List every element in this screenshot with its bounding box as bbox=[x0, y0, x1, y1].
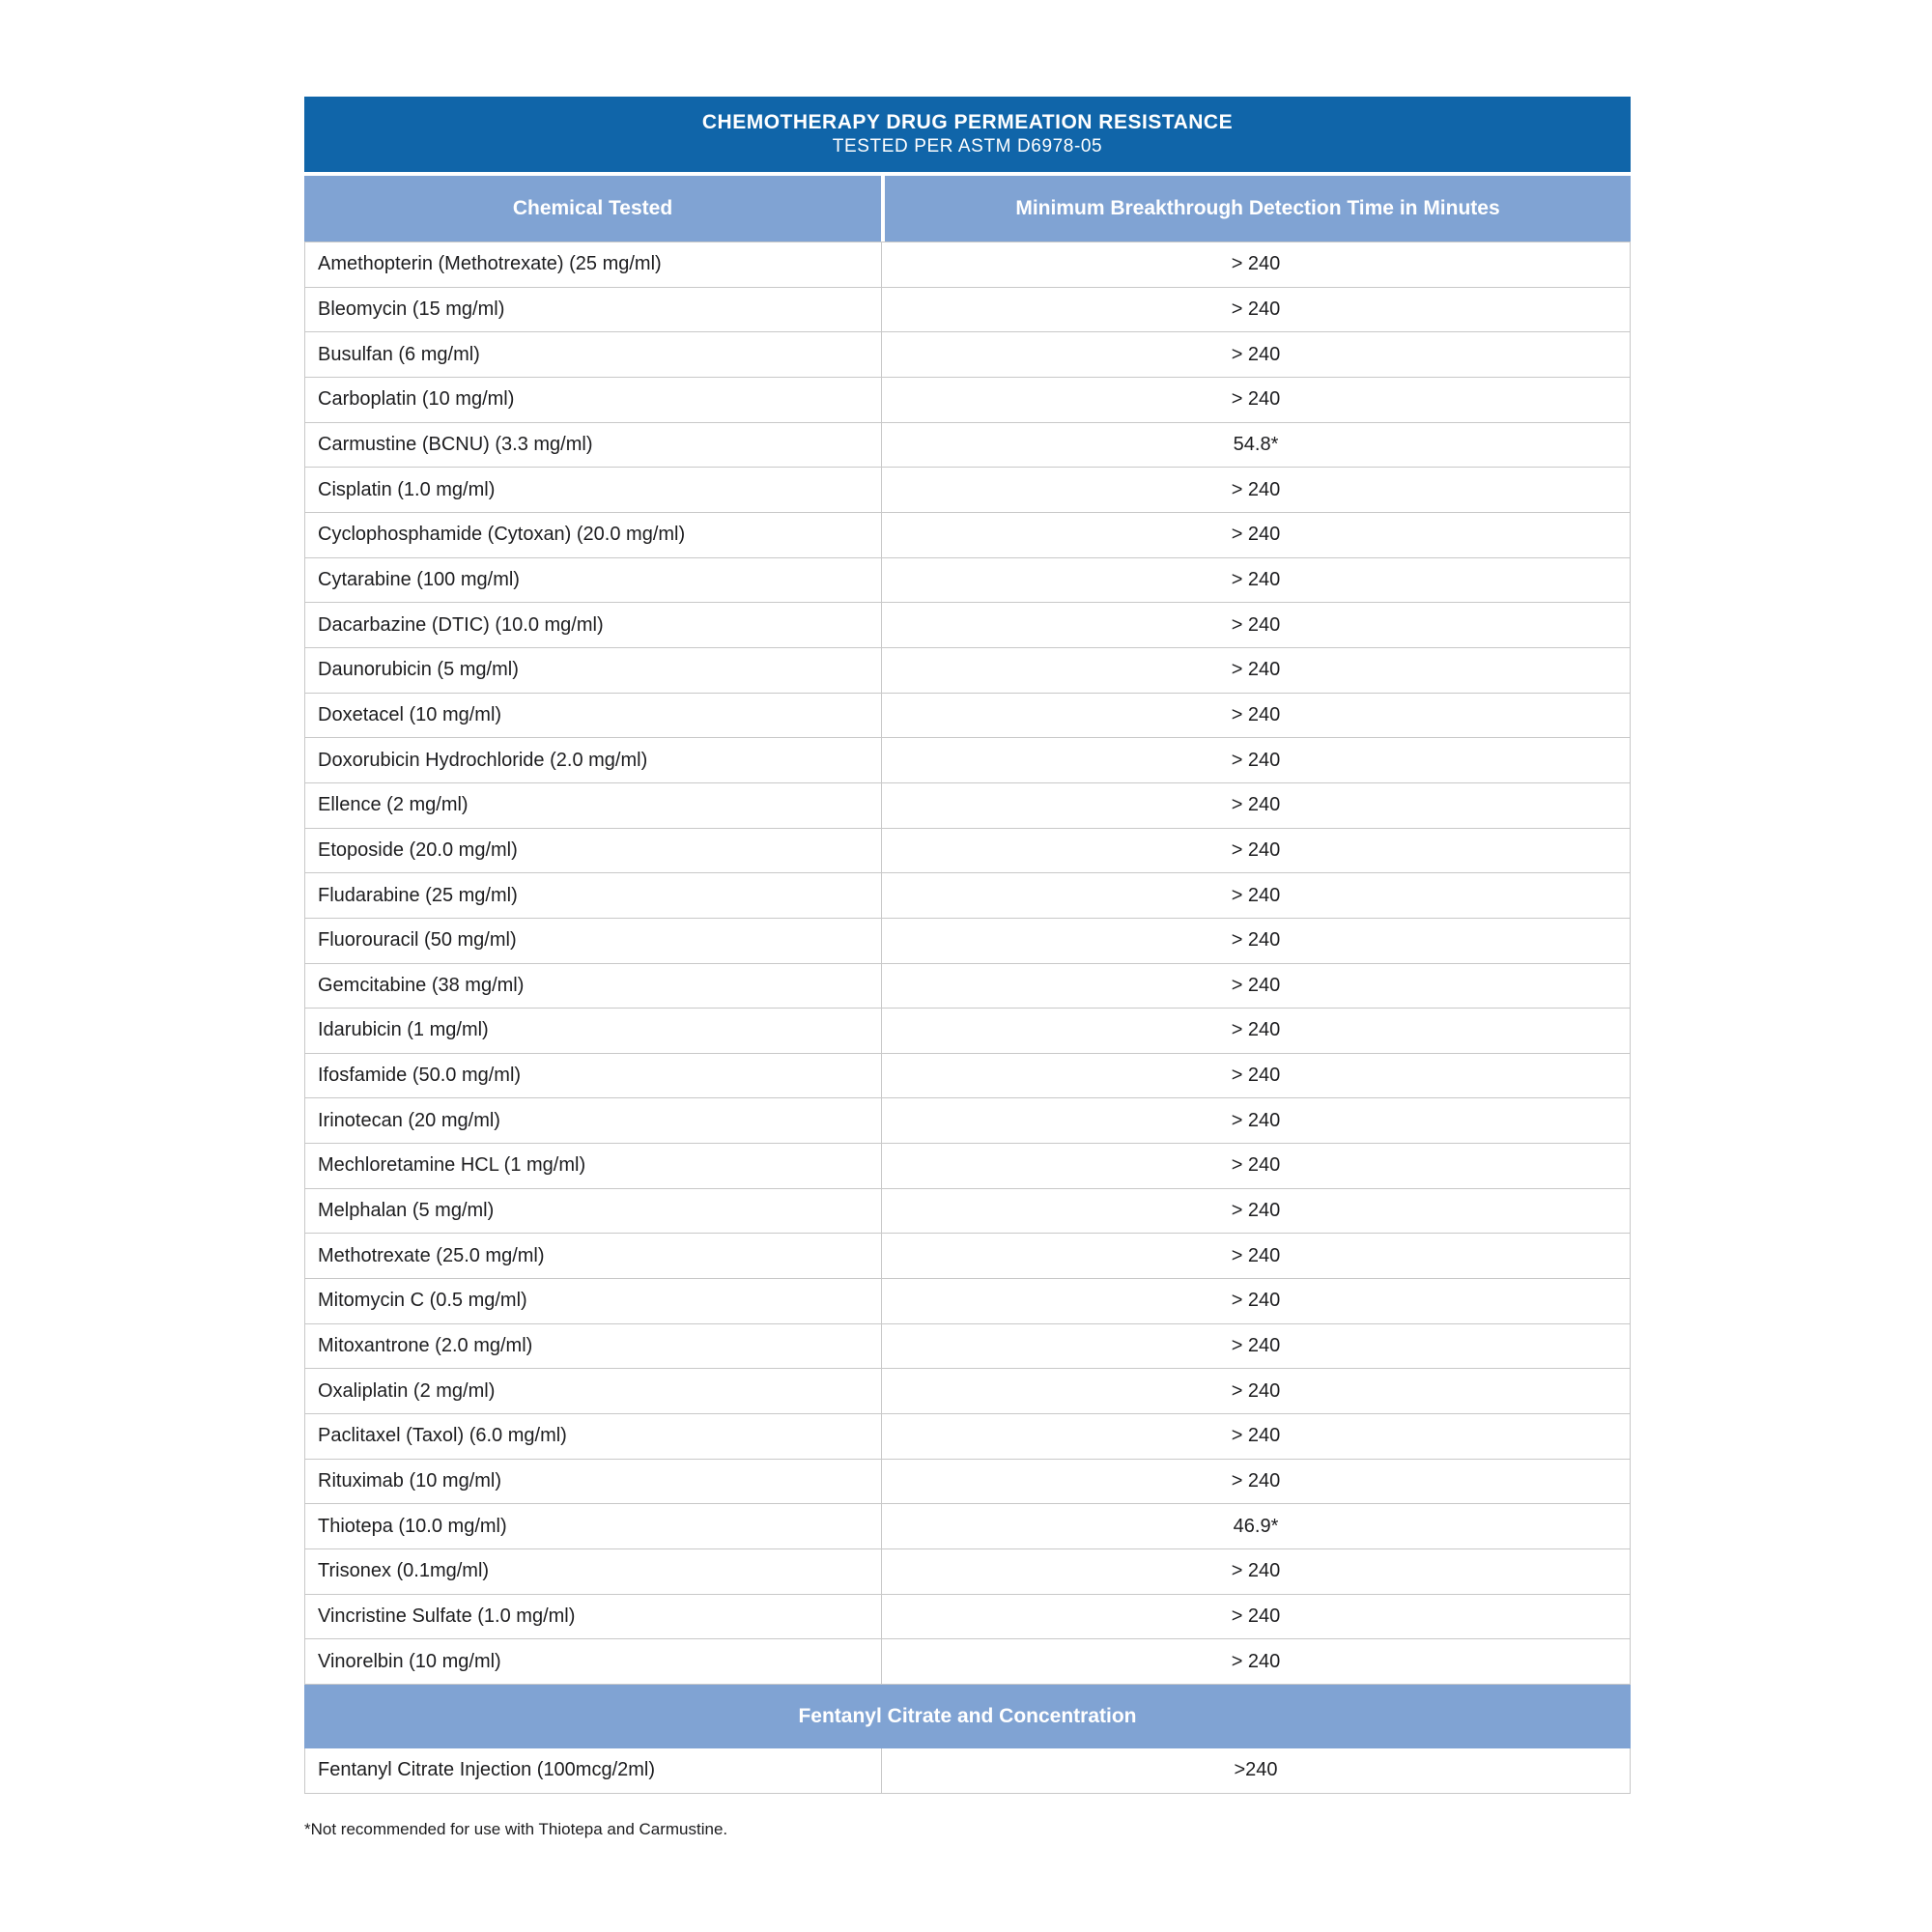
breakthrough-value-cell: > 240 bbox=[881, 603, 1630, 647]
table-row bbox=[305, 694, 1630, 739]
table-row bbox=[305, 378, 1630, 423]
breakthrough-value-cell: > 240 bbox=[881, 873, 1630, 918]
chemical-cell: Daunorubicin (5 mg/ml) bbox=[318, 659, 519, 681]
table-row bbox=[305, 558, 1630, 604]
chemical-cell: Fludarabine (25 mg/ml) bbox=[318, 884, 518, 906]
breakthrough-value-cell: > 240 bbox=[881, 1234, 1630, 1278]
column-header-chemical: Chemical Tested bbox=[304, 176, 881, 242]
table-row bbox=[305, 513, 1630, 558]
chemical-cell: Doxetacel (10 mg/ml) bbox=[318, 703, 502, 725]
breakthrough-value-cell: > 240 bbox=[881, 378, 1630, 422]
breakthrough-value-cell: > 240 bbox=[881, 288, 1630, 332]
chemical-cell: Ifosfamide (50.0 mg/ml) bbox=[318, 1065, 522, 1087]
chemical-cell: Cytarabine (100 mg/ml) bbox=[318, 568, 520, 590]
breakthrough-value-cell: > 240 bbox=[881, 558, 1630, 603]
table-row bbox=[305, 1144, 1630, 1189]
chemical-cell: Cyclophosphamide (Cytoxan) (20.0 mg/ml) bbox=[318, 524, 686, 546]
table-title-band bbox=[304, 97, 1631, 172]
chemical-cell: Bleomycin (15 mg/ml) bbox=[318, 298, 505, 320]
table-row bbox=[305, 603, 1630, 648]
breakthrough-value-cell: > 240 bbox=[881, 1369, 1630, 1413]
chemical-cell: Melphalan (5 mg/ml) bbox=[318, 1200, 495, 1222]
table-row bbox=[305, 1595, 1630, 1640]
breakthrough-value-cell: >240 bbox=[881, 1748, 1630, 1793]
chemical-cell: Mitoxantrone (2.0 mg/ml) bbox=[318, 1335, 533, 1357]
table-row bbox=[305, 1369, 1630, 1414]
chemical-cell: Idarubicin (1 mg/ml) bbox=[318, 1019, 489, 1041]
chemical-cell: Irinotecan (20 mg/ml) bbox=[318, 1109, 500, 1131]
chemical-cell: Vincristine Sulfate (1.0 mg/ml) bbox=[318, 1605, 576, 1628]
breakthrough-value-cell: > 240 bbox=[881, 1414, 1630, 1459]
table-row bbox=[305, 783, 1630, 829]
chemical-cell: Methotrexate (25.0 mg/ml) bbox=[318, 1244, 545, 1266]
chemical-cell: Rituximab (10 mg/ml) bbox=[318, 1470, 502, 1492]
table-row bbox=[305, 1639, 1630, 1685]
table-row bbox=[305, 1324, 1630, 1370]
breakthrough-value-cell: > 240 bbox=[881, 513, 1630, 557]
chemical-cell: Dacarbazine (DTIC) (10.0 mg/ml) bbox=[318, 613, 604, 636]
table-row bbox=[305, 648, 1630, 694]
permeation-table bbox=[304, 97, 1631, 1839]
breakthrough-value-cell: > 240 bbox=[881, 694, 1630, 738]
table-row bbox=[305, 964, 1630, 1009]
table-row bbox=[305, 468, 1630, 513]
breakthrough-value-cell: > 240 bbox=[881, 1460, 1630, 1504]
chemical-cell: Fentanyl Citrate Injection (100mcg/2ml) bbox=[318, 1759, 656, 1781]
table-row bbox=[305, 1279, 1630, 1324]
table-row bbox=[305, 1098, 1630, 1144]
table-body bbox=[304, 242, 1631, 1685]
chemical-cell: Cisplatin (1.0 mg/ml) bbox=[318, 478, 496, 500]
breakthrough-value-cell: > 240 bbox=[881, 648, 1630, 693]
fentanyl-section-body bbox=[304, 1748, 1631, 1794]
breakthrough-value-cell: > 240 bbox=[881, 242, 1630, 287]
chemical-cell: Thiotepa (10.0 mg/ml) bbox=[318, 1515, 507, 1537]
table-row bbox=[305, 873, 1630, 919]
chemical-cell: Mechloretamine HCL (1 mg/ml) bbox=[318, 1154, 586, 1177]
breakthrough-value-cell: > 240 bbox=[881, 1054, 1630, 1098]
breakthrough-value-cell: > 240 bbox=[881, 1279, 1630, 1323]
chemical-cell: Amethopterin (Methotrexate) (25 mg/ml) bbox=[318, 253, 662, 275]
chemical-cell: Oxaliplatin (2 mg/ml) bbox=[318, 1379, 496, 1402]
breakthrough-value-cell: > 240 bbox=[881, 1549, 1630, 1594]
table-row bbox=[305, 1189, 1630, 1235]
chemical-cell: Busulfan (6 mg/ml) bbox=[318, 343, 480, 365]
breakthrough-value-cell: > 240 bbox=[881, 919, 1630, 963]
breakthrough-value-cell: > 240 bbox=[881, 1009, 1630, 1053]
chemical-cell: Gemcitabine (38 mg/ml) bbox=[318, 974, 525, 996]
table-title: CHEMOTHERAPY DRUG PERMEATION RESISTANCE bbox=[701, 111, 1234, 133]
table-row bbox=[305, 919, 1630, 964]
table-row bbox=[305, 1460, 1630, 1505]
breakthrough-value-cell: > 240 bbox=[881, 1098, 1630, 1143]
fentanyl-section-header: Fentanyl Citrate and Concentration bbox=[304, 1685, 1631, 1748]
breakthrough-value-cell: > 240 bbox=[881, 1595, 1630, 1639]
column-header-row bbox=[304, 176, 1631, 242]
breakthrough-value-cell: > 240 bbox=[881, 1324, 1630, 1369]
breakthrough-value-cell: > 240 bbox=[881, 1144, 1630, 1188]
chemical-cell: Mitomycin C (0.5 mg/ml) bbox=[318, 1290, 527, 1312]
column-header-breakthrough-time: Minimum Breakthrough Detection Time in Minutes bbox=[885, 176, 1631, 242]
table-row bbox=[305, 1414, 1630, 1460]
table-row bbox=[305, 1234, 1630, 1279]
table-footnote: *Not recommended for use with Thiotepa and Carmustine. bbox=[304, 1819, 728, 1838]
table-row bbox=[305, 423, 1630, 469]
table-row bbox=[305, 242, 1630, 288]
table-row bbox=[305, 1009, 1630, 1054]
table-row bbox=[305, 738, 1630, 783]
chemical-cell: Ellence (2 mg/ml) bbox=[318, 794, 469, 816]
chemical-cell: Carboplatin (10 mg/ml) bbox=[318, 388, 515, 411]
chemical-cell: Doxorubicin Hydrochloride (2.0 mg/ml) bbox=[318, 749, 648, 771]
table-row bbox=[305, 1549, 1630, 1595]
breakthrough-value-cell: > 240 bbox=[881, 332, 1630, 377]
table-row bbox=[305, 1748, 1630, 1794]
chemical-cell: Paclitaxel (Taxol) (6.0 mg/ml) bbox=[318, 1425, 567, 1447]
chemical-cell: Trisonex (0.1mg/ml) bbox=[318, 1560, 490, 1582]
breakthrough-value-cell: > 240 bbox=[881, 1189, 1630, 1234]
table-row bbox=[305, 1054, 1630, 1099]
chemical-cell: Etoposide (20.0 mg/ml) bbox=[318, 838, 518, 861]
chemical-cell: Fluorouracil (50 mg/ml) bbox=[318, 929, 517, 952]
breakthrough-value-cell: > 240 bbox=[881, 829, 1630, 873]
breakthrough-value-cell: 54.8* bbox=[881, 423, 1630, 468]
breakthrough-value-cell: > 240 bbox=[881, 1639, 1630, 1684]
breakthrough-value-cell: 46.9* bbox=[881, 1504, 1630, 1548]
table-row bbox=[305, 332, 1630, 378]
breakthrough-value-cell: > 240 bbox=[881, 783, 1630, 828]
chemical-cell: Vinorelbin (10 mg/ml) bbox=[318, 1650, 501, 1672]
table-row bbox=[305, 288, 1630, 333]
table-row bbox=[305, 829, 1630, 874]
breakthrough-value-cell: > 240 bbox=[881, 738, 1630, 782]
table-row bbox=[305, 1504, 1630, 1549]
breakthrough-value-cell: > 240 bbox=[881, 468, 1630, 512]
chemical-cell: Carmustine (BCNU) (3.3 mg/ml) bbox=[318, 433, 593, 455]
breakthrough-value-cell: > 240 bbox=[881, 964, 1630, 1009]
table-subtitle: TESTED PER ASTM D6978-05 bbox=[832, 136, 1103, 157]
